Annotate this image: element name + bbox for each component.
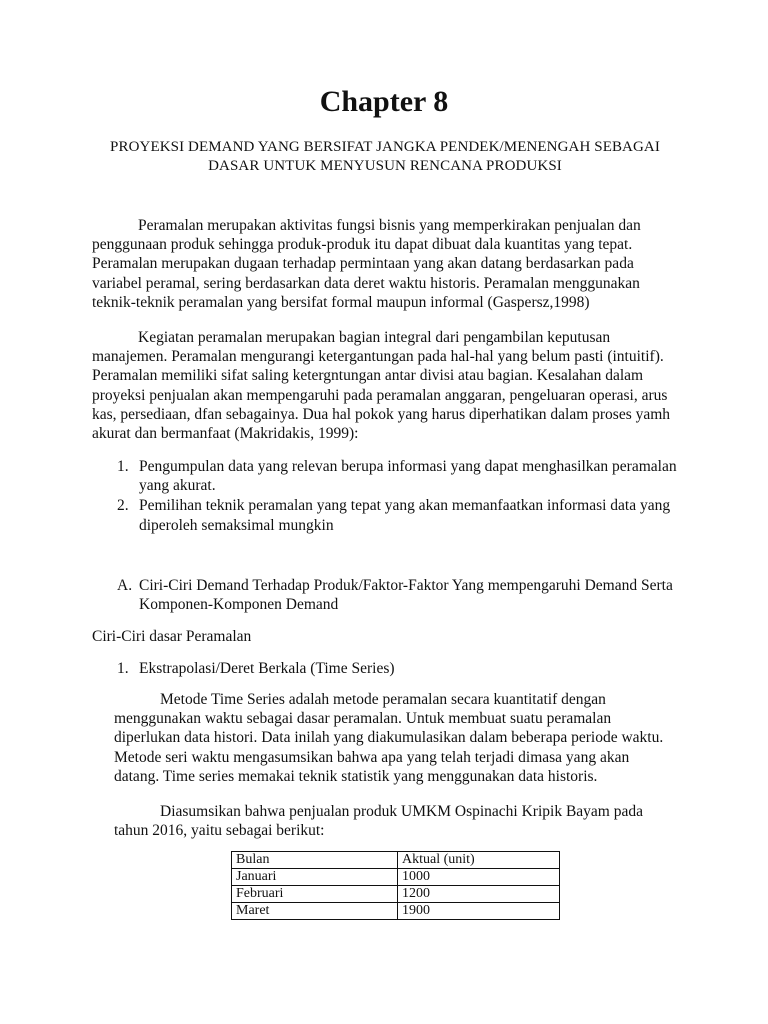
table-header-row bbox=[232, 852, 560, 869]
table-row bbox=[232, 869, 560, 886]
list-item-text: Pemilihan teknik peramalan yang tepat yang akan memanfaatkan informasi data yang diperoleh semaksimal mungkin bbox=[139, 497, 671, 534]
sales-table bbox=[231, 851, 560, 920]
table-cell: Januari bbox=[232, 869, 398, 886]
section-heading-text: Ciri-Ciri Demand Terhadap Produk/Faktor-Faktor Yang mempengaruhi Demand Serta Komponen-Komponen Demand bbox=[139, 577, 673, 614]
list-item bbox=[92, 496, 682, 534]
forecast-principles-list bbox=[92, 457, 682, 535]
table-header-cell: Aktual (unit) bbox=[398, 852, 560, 869]
method-list bbox=[92, 659, 682, 678]
table-header-cell: Bulan bbox=[232, 852, 398, 869]
paragraph-sales-assumption bbox=[114, 802, 670, 840]
list-item bbox=[92, 457, 682, 495]
table-cell: Februari bbox=[232, 886, 398, 903]
paragraph-text: Metode Time Series adalah metode peramalan secara kuantitatif dengan menggunakan waktu sebagai dasar peramalan. Untuk membuat suatu peramalan diperlukan data histori. Data inilah yang diakumulasikan dalam beberapa periode waktu. Metode seri waktu mengasumsikan bahwa apa yang telah terjadi dimasa yang akan datang. Time series memakai teknik statistik yang menggunakan data historis. bbox=[114, 691, 664, 785]
paragraph-text: Kegiatan peramalan merupakan bagian integral dari pengambilan keputusan manajemen. Peramalan mengurangi ketergantungan pada hal-hal yang belum pasti (intuitif). Peramalan memiliki sifat saling ketergntungan antar divisi atau bagian. Kesalahan dalam proyeksi penjualan akan mempengaruhi pada peramalan anggaran, pengeluaran operasi, arus kas, persediaan, dfan sebagainya. Dua hal pokok yang harus diperhatikan dalam proses yamh akurat dan bermanfaat (Makridakis, 1999): bbox=[92, 329, 671, 443]
list-number: 2. bbox=[117, 497, 129, 515]
table-row bbox=[232, 903, 560, 920]
list-item-text: Pengumpulan data yang relevan berupa informasi yang dapat menghasilkan peramalan yang akurat. bbox=[139, 458, 677, 495]
paragraph-time-series bbox=[114, 690, 670, 786]
table-cell: 1900 bbox=[398, 903, 560, 920]
paragraph-text: Diasumsikan bahwa penjualan produk UMKM Ospinachi Kripik Bayam pada tahun 2016, yaitu sebagai berikut: bbox=[114, 803, 643, 840]
paragraph-forecasting-role bbox=[92, 328, 682, 443]
table-cell: 1000 bbox=[398, 869, 560, 886]
table-row bbox=[232, 886, 560, 903]
list-number: 1. bbox=[117, 660, 129, 677]
list-item bbox=[92, 659, 682, 678]
section-heading bbox=[92, 576, 682, 614]
chapter-subtitle: PROYEKSI DEMAND YANG BERSIFAT JANGKA PENDEK/MENENGAH SEBAGAI DASAR UNTUK MENYUSUN RENCANA PRODUKSI bbox=[110, 139, 660, 174]
subheading: Ciri-Ciri dasar Peramalan bbox=[92, 628, 252, 645]
section-letter: A. bbox=[117, 577, 133, 594]
paragraph-text: Peramalan merupakan aktivitas fungsi bisnis yang memperkirakan penjualan dan penggunaan produk sehingga produk-produk itu dapat dibuat dala kuantitas yang tepat. Peramalan merupakan dugaan terhadap permintaan yang akan datang berdasarkan pada variabel peramal, sering berdasarkan data deret waktu historis. Peramalan menggunakan teknik-teknik peramalan yang bersifat formal maupun informal (Gaspersz,1998) bbox=[92, 217, 641, 311]
chapter-title: Chapter 8 bbox=[319, 85, 449, 118]
table-cell: Maret bbox=[232, 903, 398, 920]
table-cell: 1200 bbox=[398, 886, 560, 903]
section-a-heading bbox=[92, 576, 682, 614]
paragraph-forecasting-definition bbox=[92, 216, 682, 312]
list-number: 1. bbox=[117, 458, 129, 475]
list-item-text: Ekstrapolasi/Deret Berkala (Time Series) bbox=[139, 660, 395, 677]
